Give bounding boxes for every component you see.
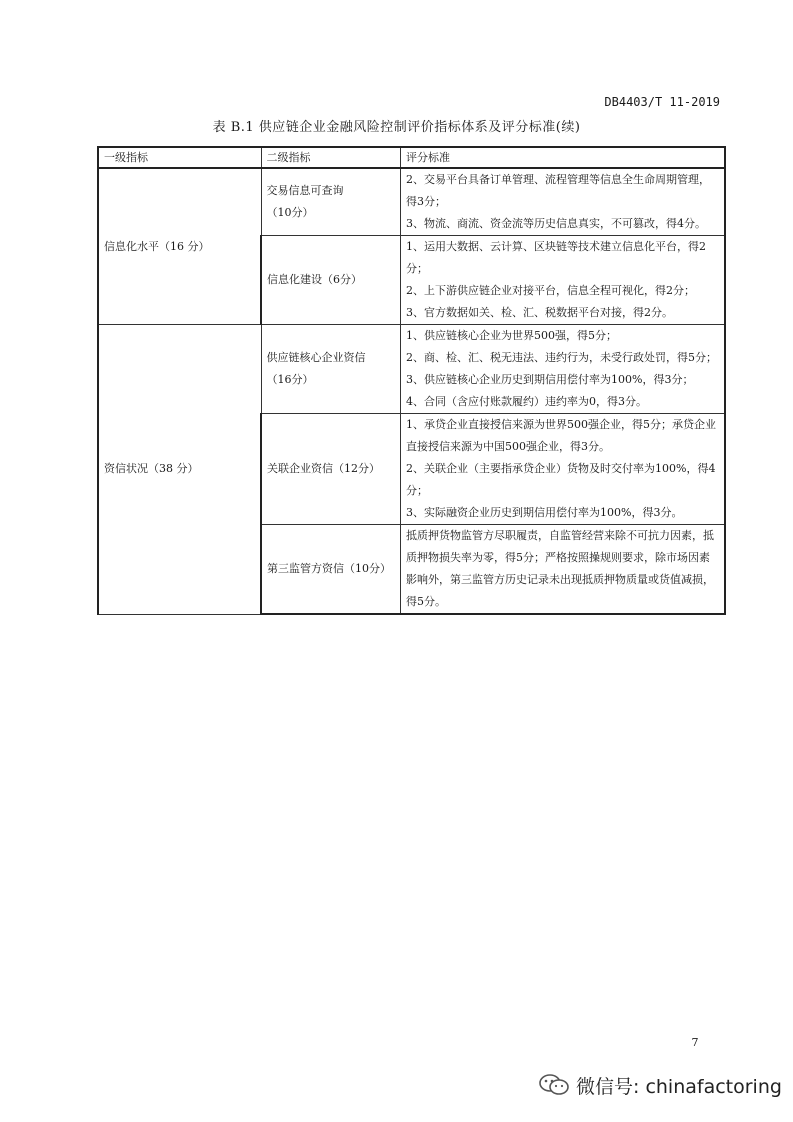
evaluation-index-table xyxy=(97,146,726,615)
table-row xyxy=(98,325,725,414)
criteria-item: 1、供应链核心企业为世界500强，得5分； xyxy=(406,329,617,342)
criteria-cell xyxy=(401,236,726,325)
criteria-item: 2、上下游供应链企业对接平台，信息全程可视化，得2分； xyxy=(406,284,695,297)
secondary-indicator-cell xyxy=(261,525,401,615)
table-body xyxy=(98,168,725,614)
criteria-item: 3、官方数据如关、检、汇、税数据平台对接，得2分。 xyxy=(406,306,673,319)
primary-indicator-cell: 资信状况（38 分） xyxy=(98,325,261,615)
criteria-item: 3、物流、商流、资金流等历史信息真实，不可篡改，得4分。 xyxy=(406,217,706,230)
column-header-primary: 一级指标 xyxy=(98,147,261,168)
secondary-indicator-line: （16分） xyxy=(266,373,314,386)
criteria-cell xyxy=(401,325,726,414)
criteria-item: 1、运用大数据、云计算、区块链等技术建立信息化平台，得2分； xyxy=(406,240,706,275)
page-number: 7 xyxy=(691,1036,699,1049)
secondary-indicator-cell xyxy=(261,236,401,325)
criteria-item: 3、供应链核心企业历史到期信用偿付率为100%，得3分； xyxy=(406,373,694,386)
secondary-indicator-line: 交易信息可查询 xyxy=(266,184,344,197)
criteria-cell xyxy=(401,525,726,615)
column-header-criteria: 评分标准 xyxy=(401,147,726,168)
secondary-indicator-line: 供应链核心企业资信 xyxy=(266,351,366,364)
criteria-cell xyxy=(401,414,726,525)
criteria-item: 4、合同（含应付账款履约）违约率为0，得3分。 xyxy=(406,395,647,408)
watermark-text: 微信号: chinafactoring xyxy=(576,1075,782,1098)
criteria-item: 3、实际融资企业历史到期信用偿付率为100%，得3分。 xyxy=(406,506,683,519)
secondary-indicator-cell xyxy=(261,168,401,236)
criteria-cell xyxy=(401,168,726,236)
secondary-indicator-line: 信息化建设（6分） xyxy=(267,273,362,286)
secondary-indicator-cell xyxy=(261,325,401,414)
criteria-item: 抵质押货物监管方尽职履责，自监管经营来除不可抗力因素，抵质押物损失率为零，得5分；严格按照操规则要求，除市场因素影响外，第三监管方历史记录未出现抵质押物质量或货值减损，得5分。 xyxy=(406,529,714,608)
secondary-indicator-line: （10分） xyxy=(266,206,314,219)
document-code: DB4403/T 11-2019 xyxy=(604,95,720,109)
criteria-item: 2、关联企业（主要指承贷企业）货物及时交付率为100%，得4分； xyxy=(406,462,716,497)
criteria-item: 2、交易平台具备订单管理、流程管理等信息全生命周期管理，得3分； xyxy=(406,173,710,208)
secondary-indicator-line: 第三监管方资信（10分） xyxy=(267,562,391,575)
table-header-row xyxy=(98,147,725,168)
secondary-indicator-line: 关联企业资信（12分） xyxy=(267,462,380,475)
secondary-indicator-cell xyxy=(261,414,401,525)
table-title: 表 B.1 供应链企业金融风险控制评价指标体系及评分标准(续) xyxy=(212,120,581,135)
column-header-secondary: 二级指标 xyxy=(261,147,401,168)
table-row xyxy=(98,168,725,236)
criteria-item: 2、商、检、汇、税无违法、违约行为，未受行政处罚，得5分； xyxy=(406,351,717,364)
criteria-item: 1、承贷企业直接授信来源为世界500强企业，得5分；承贷企业直接授信来源为中国500强企业，得3分。 xyxy=(406,418,716,453)
wechat-watermark xyxy=(538,1070,782,1100)
wechat-icon xyxy=(538,1072,570,1098)
primary-indicator-cell: 信息化水平（16 分） xyxy=(98,168,261,325)
